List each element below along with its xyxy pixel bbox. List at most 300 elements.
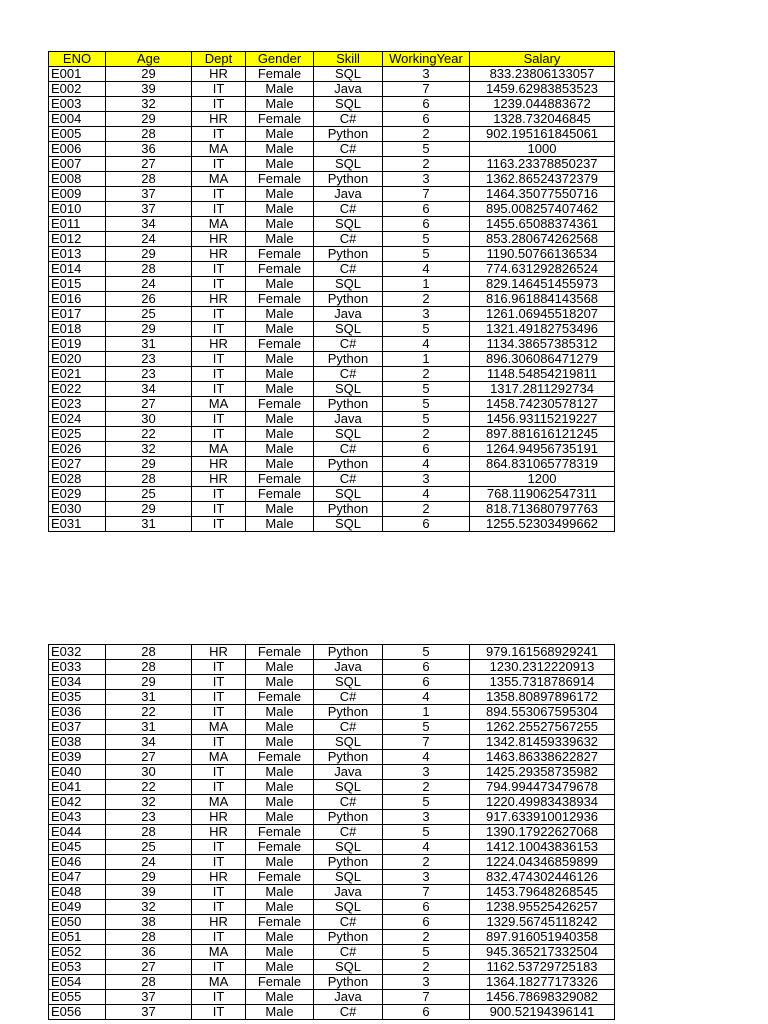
cell-skill: C# bbox=[314, 202, 383, 217]
table-row bbox=[49, 367, 615, 382]
cell-age: 31 bbox=[106, 337, 192, 352]
cell-eno: E011 bbox=[49, 217, 106, 232]
cell-skill: Java bbox=[314, 660, 383, 675]
cell-salary: 1328.732046845 bbox=[470, 112, 615, 127]
cell-eno: E036 bbox=[49, 705, 106, 720]
table-row bbox=[49, 487, 615, 502]
cell-skill: Python bbox=[314, 975, 383, 990]
cell-skill: SQL bbox=[314, 322, 383, 337]
cell-working-year: 2 bbox=[383, 780, 470, 795]
cell-skill: SQL bbox=[314, 517, 383, 532]
cell-dept: IT bbox=[192, 157, 246, 172]
cell-eno: E026 bbox=[49, 442, 106, 457]
cell-working-year: 4 bbox=[383, 457, 470, 472]
cell-salary: 794.994473479678 bbox=[470, 780, 615, 795]
cell-eno: E037 bbox=[49, 720, 106, 735]
table-row bbox=[49, 232, 615, 247]
cell-dept: HR bbox=[192, 457, 246, 472]
cell-eno: E013 bbox=[49, 247, 106, 262]
header-age: Age bbox=[106, 52, 192, 67]
cell-dept: IT bbox=[192, 277, 246, 292]
cell-salary: 897.881616121245 bbox=[470, 427, 615, 442]
cell-gender: Male bbox=[246, 1005, 314, 1020]
cell-dept: HR bbox=[192, 232, 246, 247]
cell-gender: Male bbox=[246, 352, 314, 367]
table-row bbox=[49, 645, 615, 660]
table-row bbox=[49, 202, 615, 217]
cell-dept: MA bbox=[192, 142, 246, 157]
cell-skill: C# bbox=[314, 795, 383, 810]
cell-dept: IT bbox=[192, 502, 246, 517]
cell-skill: SQL bbox=[314, 675, 383, 690]
cell-gender: Male bbox=[246, 157, 314, 172]
cell-salary: 1459.62983853523 bbox=[470, 82, 615, 97]
cell-salary: 833.23806133057 bbox=[470, 67, 615, 82]
cell-eno: E028 bbox=[49, 472, 106, 487]
table-row bbox=[49, 795, 615, 810]
cell-working-year: 6 bbox=[383, 97, 470, 112]
cell-gender: Male bbox=[246, 412, 314, 427]
cell-gender: Male bbox=[246, 217, 314, 232]
cell-salary: 1453.79648268545 bbox=[470, 885, 615, 900]
cell-age: 29 bbox=[106, 675, 192, 690]
table-row bbox=[49, 705, 615, 720]
cell-gender: Male bbox=[246, 765, 314, 780]
cell-dept: IT bbox=[192, 352, 246, 367]
cell-age: 31 bbox=[106, 517, 192, 532]
cell-dept: MA bbox=[192, 750, 246, 765]
cell-salary: 1264.94956735191 bbox=[470, 442, 615, 457]
cell-skill: Java bbox=[314, 885, 383, 900]
cell-eno: E046 bbox=[49, 855, 106, 870]
cell-age: 29 bbox=[106, 502, 192, 517]
cell-age: 23 bbox=[106, 352, 192, 367]
cell-salary: 1224.04346859899 bbox=[470, 855, 615, 870]
cell-age: 27 bbox=[106, 960, 192, 975]
cell-skill: C# bbox=[314, 232, 383, 247]
table-row bbox=[49, 840, 615, 855]
cell-gender: Male bbox=[246, 97, 314, 112]
cell-salary: 818.713680797763 bbox=[470, 502, 615, 517]
cell-gender: Female bbox=[246, 690, 314, 705]
table-row bbox=[49, 247, 615, 262]
cell-skill: C# bbox=[314, 262, 383, 277]
cell-gender: Male bbox=[246, 127, 314, 142]
table-row bbox=[49, 735, 615, 750]
table-row bbox=[49, 870, 615, 885]
cell-gender: Male bbox=[246, 307, 314, 322]
cell-age: 30 bbox=[106, 412, 192, 427]
cell-skill: SQL bbox=[314, 780, 383, 795]
table-row bbox=[49, 82, 615, 97]
table-row bbox=[49, 337, 615, 352]
cell-age: 23 bbox=[106, 810, 192, 825]
cell-age: 29 bbox=[106, 247, 192, 262]
cell-gender: Male bbox=[246, 502, 314, 517]
cell-age: 31 bbox=[106, 690, 192, 705]
cell-gender: Female bbox=[246, 262, 314, 277]
cell-eno: E044 bbox=[49, 825, 106, 840]
cell-dept: IT bbox=[192, 97, 246, 112]
cell-age: 29 bbox=[106, 112, 192, 127]
cell-dept: IT bbox=[192, 517, 246, 532]
cell-eno: E004 bbox=[49, 112, 106, 127]
cell-eno: E024 bbox=[49, 412, 106, 427]
cell-age: 28 bbox=[106, 975, 192, 990]
cell-dept: IT bbox=[192, 262, 246, 277]
cell-eno: E017 bbox=[49, 307, 106, 322]
table-row bbox=[49, 427, 615, 442]
cell-salary: 1362.86524372379 bbox=[470, 172, 615, 187]
cell-working-year: 4 bbox=[383, 750, 470, 765]
cell-age: 37 bbox=[106, 187, 192, 202]
table-row bbox=[49, 930, 615, 945]
cell-working-year: 5 bbox=[383, 382, 470, 397]
cell-eno: E018 bbox=[49, 322, 106, 337]
cell-gender: Female bbox=[246, 487, 314, 502]
cell-salary: 917.633910012936 bbox=[470, 810, 615, 825]
header-working-year: WorkingYear bbox=[383, 52, 470, 67]
cell-gender: Male bbox=[246, 990, 314, 1005]
cell-salary: 1329.56745118242 bbox=[470, 915, 615, 930]
cell-gender: Female bbox=[246, 750, 314, 765]
cell-dept: IT bbox=[192, 187, 246, 202]
cell-skill: C# bbox=[314, 142, 383, 157]
table-row bbox=[49, 397, 615, 412]
cell-dept: MA bbox=[192, 172, 246, 187]
cell-age: 28 bbox=[106, 645, 192, 660]
cell-dept: MA bbox=[192, 945, 246, 960]
header-row bbox=[49, 52, 615, 67]
cell-dept: IT bbox=[192, 705, 246, 720]
cell-gender: Female bbox=[246, 172, 314, 187]
cell-eno: E016 bbox=[49, 292, 106, 307]
cell-skill: SQL bbox=[314, 67, 383, 82]
cell-skill: C# bbox=[314, 915, 383, 930]
cell-eno: E014 bbox=[49, 262, 106, 277]
cell-working-year: 6 bbox=[383, 202, 470, 217]
cell-dept: MA bbox=[192, 442, 246, 457]
cell-dept: MA bbox=[192, 217, 246, 232]
cell-dept: MA bbox=[192, 975, 246, 990]
cell-gender: Female bbox=[246, 112, 314, 127]
cell-salary: 900.52194396141 bbox=[470, 1005, 615, 1020]
cell-dept: IT bbox=[192, 82, 246, 97]
employee-table-page-1 bbox=[48, 51, 615, 532]
table-row bbox=[49, 97, 615, 112]
cell-eno: E051 bbox=[49, 930, 106, 945]
cell-skill: SQL bbox=[314, 277, 383, 292]
cell-salary: 1455.65088374361 bbox=[470, 217, 615, 232]
cell-gender: Male bbox=[246, 945, 314, 960]
table-row bbox=[49, 217, 615, 232]
cell-gender: Male bbox=[246, 660, 314, 675]
cell-eno: E003 bbox=[49, 97, 106, 112]
cell-salary: 1255.52303499662 bbox=[470, 517, 615, 532]
cell-age: 29 bbox=[106, 67, 192, 82]
cell-eno: E039 bbox=[49, 750, 106, 765]
cell-dept: IT bbox=[192, 855, 246, 870]
cell-dept: MA bbox=[192, 397, 246, 412]
cell-working-year: 6 bbox=[383, 112, 470, 127]
table-row bbox=[49, 990, 615, 1005]
cell-skill: Python bbox=[314, 172, 383, 187]
cell-dept: HR bbox=[192, 337, 246, 352]
cell-skill: SQL bbox=[314, 157, 383, 172]
cell-dept: IT bbox=[192, 367, 246, 382]
cell-working-year: 6 bbox=[383, 675, 470, 690]
cell-working-year: 6 bbox=[383, 217, 470, 232]
table-row bbox=[49, 855, 615, 870]
cell-dept: IT bbox=[192, 675, 246, 690]
table-body-page-2 bbox=[49, 645, 615, 1020]
cell-dept: HR bbox=[192, 870, 246, 885]
cell-salary: 774.631292826524 bbox=[470, 262, 615, 277]
cell-salary: 829.146451455973 bbox=[470, 277, 615, 292]
cell-eno: E056 bbox=[49, 1005, 106, 1020]
table-row bbox=[49, 885, 615, 900]
cell-working-year: 7 bbox=[383, 990, 470, 1005]
table-row bbox=[49, 720, 615, 735]
cell-salary: 816.961884143568 bbox=[470, 292, 615, 307]
cell-eno: E022 bbox=[49, 382, 106, 397]
cell-age: 37 bbox=[106, 202, 192, 217]
table-row bbox=[49, 172, 615, 187]
cell-skill: C# bbox=[314, 112, 383, 127]
table-row bbox=[49, 502, 615, 517]
cell-age: 39 bbox=[106, 82, 192, 97]
cell-dept: HR bbox=[192, 645, 246, 660]
cell-skill: Python bbox=[314, 457, 383, 472]
cell-gender: Female bbox=[246, 840, 314, 855]
cell-salary: 1230.2312220913 bbox=[470, 660, 615, 675]
cell-dept: IT bbox=[192, 885, 246, 900]
cell-salary: 1239.044883672 bbox=[470, 97, 615, 112]
cell-eno: E006 bbox=[49, 142, 106, 157]
cell-dept: MA bbox=[192, 720, 246, 735]
cell-gender: Male bbox=[246, 367, 314, 382]
cell-salary: 1456.93115219227 bbox=[470, 412, 615, 427]
table-row bbox=[49, 292, 615, 307]
table-row bbox=[49, 780, 615, 795]
cell-working-year: 3 bbox=[383, 765, 470, 780]
cell-working-year: 2 bbox=[383, 960, 470, 975]
cell-dept: HR bbox=[192, 825, 246, 840]
cell-dept: IT bbox=[192, 960, 246, 975]
cell-gender: Male bbox=[246, 735, 314, 750]
cell-age: 23 bbox=[106, 367, 192, 382]
cell-working-year: 2 bbox=[383, 157, 470, 172]
cell-eno: E019 bbox=[49, 337, 106, 352]
cell-eno: E045 bbox=[49, 840, 106, 855]
cell-dept: IT bbox=[192, 127, 246, 142]
cell-working-year: 2 bbox=[383, 930, 470, 945]
cell-working-year: 2 bbox=[383, 367, 470, 382]
cell-gender: Male bbox=[246, 202, 314, 217]
cell-salary: 1148.54854219811 bbox=[470, 367, 615, 382]
cell-eno: E055 bbox=[49, 990, 106, 1005]
cell-salary: 1134.38657385312 bbox=[470, 337, 615, 352]
cell-age: 28 bbox=[106, 262, 192, 277]
cell-working-year: 4 bbox=[383, 337, 470, 352]
cell-skill: Python bbox=[314, 645, 383, 660]
cell-gender: Female bbox=[246, 645, 314, 660]
cell-skill: Python bbox=[314, 810, 383, 825]
cell-dept: HR bbox=[192, 112, 246, 127]
cell-eno: E048 bbox=[49, 885, 106, 900]
cell-gender: Male bbox=[246, 457, 314, 472]
cell-working-year: 6 bbox=[383, 442, 470, 457]
cell-eno: E050 bbox=[49, 915, 106, 930]
cell-age: 38 bbox=[106, 915, 192, 930]
cell-dept: MA bbox=[192, 795, 246, 810]
cell-dept: IT bbox=[192, 900, 246, 915]
header-eno: ENO bbox=[49, 52, 106, 67]
cell-eno: E005 bbox=[49, 127, 106, 142]
cell-eno: E009 bbox=[49, 187, 106, 202]
cell-working-year: 3 bbox=[383, 870, 470, 885]
cell-working-year: 3 bbox=[383, 307, 470, 322]
cell-skill: Python bbox=[314, 750, 383, 765]
table-row bbox=[49, 472, 615, 487]
cell-salary: 1162.53729725183 bbox=[470, 960, 615, 975]
table-row bbox=[49, 900, 615, 915]
cell-skill: SQL bbox=[314, 487, 383, 502]
cell-dept: IT bbox=[192, 322, 246, 337]
cell-skill: C# bbox=[314, 337, 383, 352]
header-salary: Salary bbox=[470, 52, 615, 67]
table-row bbox=[49, 975, 615, 990]
header-dept: Dept bbox=[192, 52, 246, 67]
cell-gender: Female bbox=[246, 247, 314, 262]
cell-eno: E007 bbox=[49, 157, 106, 172]
cell-eno: E029 bbox=[49, 487, 106, 502]
header-gender: Gender bbox=[246, 52, 314, 67]
cell-eno: E020 bbox=[49, 352, 106, 367]
cell-age: 24 bbox=[106, 277, 192, 292]
cell-age: 37 bbox=[106, 1005, 192, 1020]
cell-age: 29 bbox=[106, 870, 192, 885]
cell-working-year: 2 bbox=[383, 127, 470, 142]
cell-salary: 1355.7318786914 bbox=[470, 675, 615, 690]
cell-salary: 1364.18277173326 bbox=[470, 975, 615, 990]
cell-salary: 1358.80897896172 bbox=[470, 690, 615, 705]
table-row bbox=[49, 660, 615, 675]
cell-working-year: 4 bbox=[383, 840, 470, 855]
cell-salary: 864.831065778319 bbox=[470, 457, 615, 472]
cell-salary: 1220.49983438934 bbox=[470, 795, 615, 810]
cell-age: 25 bbox=[106, 487, 192, 502]
table-row bbox=[49, 945, 615, 960]
table-row bbox=[49, 127, 615, 142]
cell-working-year: 5 bbox=[383, 142, 470, 157]
cell-gender: Male bbox=[246, 795, 314, 810]
cell-dept: HR bbox=[192, 67, 246, 82]
cell-skill: SQL bbox=[314, 97, 383, 112]
table-row bbox=[49, 157, 615, 172]
cell-salary: 897.916051940358 bbox=[470, 930, 615, 945]
cell-salary: 894.553067595304 bbox=[470, 705, 615, 720]
table-row bbox=[49, 810, 615, 825]
cell-gender: Male bbox=[246, 82, 314, 97]
cell-salary: 1317.2811292734 bbox=[470, 382, 615, 397]
cell-skill: Java bbox=[314, 307, 383, 322]
table-row bbox=[49, 690, 615, 705]
cell-gender: Male bbox=[246, 960, 314, 975]
cell-eno: E038 bbox=[49, 735, 106, 750]
cell-salary: 1163.23378850237 bbox=[470, 157, 615, 172]
cell-salary: 1238.95525426257 bbox=[470, 900, 615, 915]
cell-eno: E031 bbox=[49, 517, 106, 532]
cell-dept: IT bbox=[192, 202, 246, 217]
cell-age: 34 bbox=[106, 382, 192, 397]
cell-gender: Male bbox=[246, 705, 314, 720]
cell-skill: C# bbox=[314, 945, 383, 960]
cell-gender: Female bbox=[246, 472, 314, 487]
cell-working-year: 1 bbox=[383, 277, 470, 292]
cell-eno: E021 bbox=[49, 367, 106, 382]
cell-dept: IT bbox=[192, 780, 246, 795]
cell-gender: Male bbox=[246, 810, 314, 825]
cell-skill: SQL bbox=[314, 870, 383, 885]
cell-salary: 1000 bbox=[470, 142, 615, 157]
cell-working-year: 2 bbox=[383, 292, 470, 307]
cell-dept: IT bbox=[192, 487, 246, 502]
cell-eno: E001 bbox=[49, 67, 106, 82]
cell-gender: Male bbox=[246, 232, 314, 247]
cell-gender: Female bbox=[246, 67, 314, 82]
cell-eno: E053 bbox=[49, 960, 106, 975]
cell-working-year: 5 bbox=[383, 412, 470, 427]
cell-gender: Male bbox=[246, 675, 314, 690]
cell-skill: SQL bbox=[314, 900, 383, 915]
cell-working-year: 1 bbox=[383, 352, 470, 367]
cell-working-year: 5 bbox=[383, 720, 470, 735]
cell-gender: Male bbox=[246, 517, 314, 532]
cell-age: 28 bbox=[106, 660, 192, 675]
cell-skill: Java bbox=[314, 82, 383, 97]
cell-age: 30 bbox=[106, 765, 192, 780]
cell-dept: IT bbox=[192, 307, 246, 322]
cell-gender: Male bbox=[246, 427, 314, 442]
table-row bbox=[49, 262, 615, 277]
cell-working-year: 6 bbox=[383, 900, 470, 915]
cell-age: 29 bbox=[106, 322, 192, 337]
cell-skill: C# bbox=[314, 472, 383, 487]
cell-eno: E015 bbox=[49, 277, 106, 292]
cell-skill: SQL bbox=[314, 217, 383, 232]
cell-age: 28 bbox=[106, 825, 192, 840]
table-row bbox=[49, 675, 615, 690]
cell-dept: IT bbox=[192, 930, 246, 945]
cell-working-year: 6 bbox=[383, 660, 470, 675]
cell-age: 34 bbox=[106, 735, 192, 750]
cell-dept: IT bbox=[192, 660, 246, 675]
cell-working-year: 6 bbox=[383, 517, 470, 532]
cell-working-year: 5 bbox=[383, 645, 470, 660]
cell-eno: E010 bbox=[49, 202, 106, 217]
cell-eno: E043 bbox=[49, 810, 106, 825]
cell-working-year: 6 bbox=[383, 1005, 470, 1020]
cell-age: 22 bbox=[106, 705, 192, 720]
cell-skill: Python bbox=[314, 855, 383, 870]
cell-working-year: 7 bbox=[383, 82, 470, 97]
cell-gender: Female bbox=[246, 397, 314, 412]
cell-skill: Java bbox=[314, 990, 383, 1005]
cell-working-year: 4 bbox=[383, 690, 470, 705]
cell-eno: E012 bbox=[49, 232, 106, 247]
table-row bbox=[49, 825, 615, 840]
